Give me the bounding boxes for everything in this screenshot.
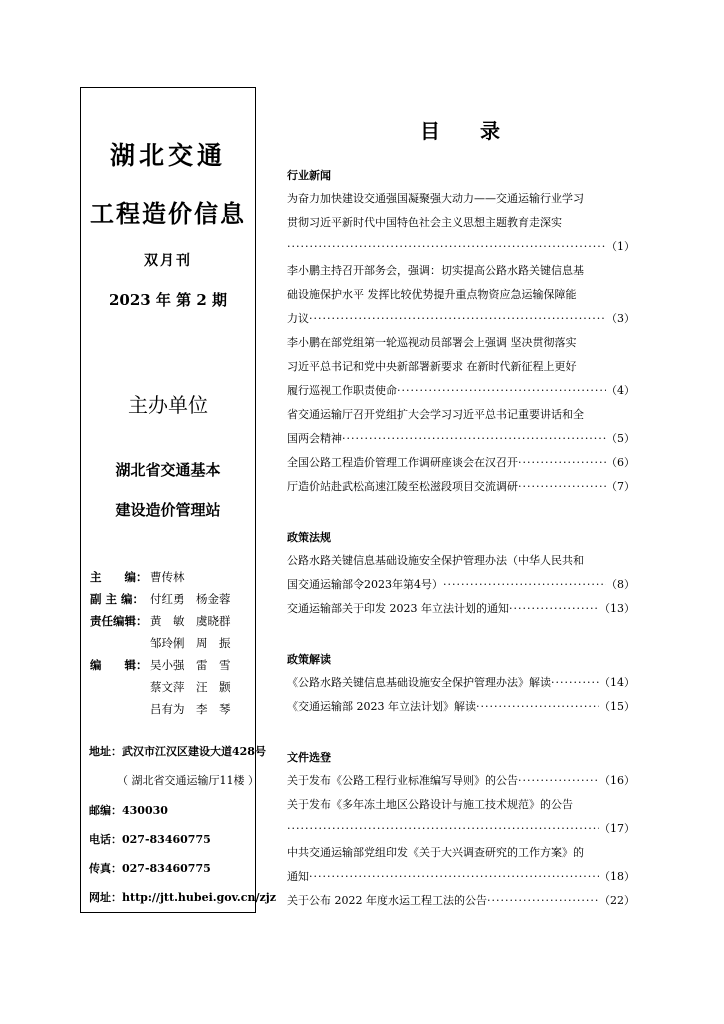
toc-section-heading: 政策法规 bbox=[287, 531, 331, 544]
staff-row bbox=[90, 588, 255, 610]
section-gap bbox=[287, 719, 635, 747]
toc-entry-line[interactable] bbox=[287, 187, 635, 211]
staff-row bbox=[90, 566, 255, 588]
toc-dot-leader bbox=[509, 597, 599, 621]
toc-dot-leader bbox=[342, 427, 606, 451]
toc-page-number: （16） bbox=[599, 774, 635, 787]
staff-label: 副 主 编： bbox=[90, 592, 145, 606]
contact-address: 地址：武汉市江汉区建设大道428号 bbox=[89, 745, 266, 758]
toc-entry-line[interactable] bbox=[287, 573, 635, 597]
staff-names: 吴小强 雷 雪 bbox=[150, 658, 231, 672]
magazine-title-line1: 湖北交通 bbox=[109, 141, 226, 170]
toc-page-number: （8） bbox=[606, 578, 635, 591]
toc-entry-line[interactable] bbox=[287, 235, 635, 259]
toc-entry-line[interactable] bbox=[287, 211, 635, 235]
toc-entry-text: 国两会精神 bbox=[287, 432, 342, 445]
staff-row bbox=[90, 632, 255, 654]
toc-entry-text: 履行巡视工作职责使命 bbox=[287, 384, 397, 397]
toc-entry-text: 省交通运输厅召开党组扩大会学习习近平总书记重要讲话和全 bbox=[287, 408, 584, 421]
toc-entry-line[interactable] bbox=[287, 841, 635, 865]
staff-names: 曹传林 bbox=[150, 570, 185, 584]
publication-frequency: 双月刊 bbox=[144, 253, 192, 269]
toc-section-heading: 政策解读 bbox=[287, 653, 331, 666]
staff-row bbox=[90, 676, 255, 698]
toc-dot-leader bbox=[287, 235, 606, 259]
host-title: 主办单位 bbox=[128, 393, 208, 417]
toc-entry-line[interactable] bbox=[287, 793, 635, 817]
contact-website[interactable]: 网址：http://jtt.hubei.gov.cn/zjz bbox=[89, 891, 276, 904]
toc-entry-text: 为奋力加快建设交通强国凝聚强大动力——交通运输行业学习 bbox=[287, 192, 584, 205]
toc-dot-leader bbox=[443, 573, 606, 597]
staff-label: 责任编辑： bbox=[90, 614, 148, 628]
toc-page-number: （4） bbox=[606, 384, 635, 397]
toc-entry-text: 李小鹏在部党组第一轮巡视动员部署会上强调 坚决贯彻落实 bbox=[287, 336, 577, 349]
toc-section-heading: 文件选登 bbox=[287, 751, 331, 764]
contact-address-detail: （ 湖北省交通运输厅11楼 ） bbox=[117, 774, 259, 787]
toc-entry-text: 《公路水路关键信息基础设施安全保护管理办法》解读 bbox=[287, 676, 551, 689]
toc-dot-leader bbox=[487, 889, 599, 913]
staff-label bbox=[90, 698, 150, 720]
toc-page-number: （14） bbox=[599, 676, 635, 689]
toc-entry-line[interactable] bbox=[287, 549, 635, 573]
toc-section-heading: 行业新闻 bbox=[287, 169, 331, 182]
toc-page-number: （3） bbox=[606, 312, 635, 325]
toc-entry-line[interactable] bbox=[287, 769, 635, 793]
toc-entry-line[interactable] bbox=[287, 427, 635, 451]
toc-entry-line[interactable] bbox=[287, 695, 635, 719]
staff-label bbox=[90, 676, 150, 698]
toc-entry-text: 国交通运输部令2023年第4号） bbox=[287, 578, 443, 591]
toc-entry-line[interactable] bbox=[287, 817, 635, 841]
toc-entry-line[interactable] bbox=[287, 671, 635, 695]
toc-entry-line[interactable] bbox=[287, 889, 635, 913]
issue-number: 2023 年 第 2 期 bbox=[108, 291, 228, 309]
magazine-title-line2: 工程造价信息 bbox=[90, 199, 246, 228]
toc-entry-text: 关于发布《公路工程行业标准编写导则》的公告 bbox=[287, 774, 518, 787]
toc-entry-line[interactable] bbox=[287, 403, 635, 427]
toc-entry-line[interactable] bbox=[287, 475, 635, 499]
toc-page-number: （7） bbox=[606, 480, 635, 493]
staff-names: 黄 敏 虞晓群 bbox=[150, 614, 231, 628]
toc-entry-line[interactable] bbox=[287, 283, 635, 307]
toc-entry-line[interactable] bbox=[287, 597, 635, 621]
editorial-staff bbox=[90, 566, 255, 720]
toc-dot-leader bbox=[309, 307, 606, 331]
staff-names: 吕有为 李 琴 bbox=[150, 702, 231, 716]
toc-dot-leader bbox=[518, 475, 606, 499]
staff-names: 付红勇 杨金蓉 bbox=[150, 592, 231, 606]
toc-entry-line[interactable] bbox=[287, 307, 635, 331]
toc-entry-line[interactable] bbox=[287, 355, 635, 379]
toc-dot-leader bbox=[476, 695, 599, 719]
staff-label bbox=[90, 632, 150, 654]
staff-label: 编 辑： bbox=[90, 658, 148, 672]
toc-page-number: （15） bbox=[599, 700, 635, 713]
toc-entry-text: 通知 bbox=[287, 870, 309, 883]
host-org-line1: 湖北省交通基本 bbox=[115, 461, 221, 479]
staff-row bbox=[90, 610, 255, 632]
staff-label: 主 编： bbox=[90, 570, 148, 584]
toc-entry-text: 础设施保护水平 发挥比较优势提升重点物资应急运输保障能 bbox=[287, 288, 577, 301]
toc-dot-leader bbox=[287, 817, 599, 841]
masthead-panel bbox=[80, 87, 276, 913]
toc-entry-text: 交通运输部关于印发 2023 年立法计划的通知 bbox=[287, 602, 509, 615]
toc-entry-text: 《交通运输部 2023 年立法计划》解读 bbox=[287, 700, 476, 713]
toc-entry-text: 中共交通运输部党组印发《关于大兴调查研究的工作方案》的 bbox=[287, 846, 584, 859]
staff-row bbox=[90, 698, 255, 720]
staff-names: 邹玲俐 周 振 bbox=[150, 636, 231, 650]
toc-entry-text: 力议 bbox=[287, 312, 309, 325]
contact-postcode: 邮编：430030 bbox=[89, 804, 168, 817]
toc-entry-text: 公路水路关键信息基础设施安全保护管理办法（中华人民共和 bbox=[287, 554, 584, 567]
contact-fax: 传真：027-83460775 bbox=[89, 862, 211, 875]
staff-names: 蔡文萍 汪 颢 bbox=[150, 680, 231, 694]
table-of-contents bbox=[287, 165, 635, 913]
toc-entry-text: 关于公布 2022 年度水运工程工法的公告 bbox=[287, 894, 487, 907]
toc-entry-line[interactable] bbox=[287, 331, 635, 355]
toc-entry-text: 全国公路工程造价管理工作调研座谈会在汉召开 bbox=[287, 456, 518, 469]
staff-row bbox=[90, 654, 255, 676]
toc-dot-leader bbox=[309, 865, 599, 889]
toc-page-number: （22） bbox=[599, 894, 635, 907]
contact-phone: 电话：027-83460775 bbox=[89, 833, 211, 846]
toc-page-number: （17） bbox=[599, 822, 635, 835]
toc-page-number: （18） bbox=[599, 870, 635, 883]
toc-entry-line[interactable] bbox=[287, 451, 635, 475]
toc-entry-text: 关于发布《多年冻土地区公路设计与施工技术规范》的公告 bbox=[287, 798, 573, 811]
toc-entry-line[interactable] bbox=[287, 379, 635, 403]
toc-entry-text: 李小鹏主持召开部务会，强调：切实提高公路水路关键信息基 bbox=[287, 264, 584, 277]
section-gap bbox=[287, 621, 635, 649]
toc-entry-line[interactable] bbox=[287, 259, 635, 283]
host-org-line2: 建设造价管理站 bbox=[115, 501, 221, 519]
toc-dot-leader bbox=[518, 451, 606, 475]
toc-entry-text: 习近平总书记和党中央新部署新要求 在新时代新征程上更好 bbox=[287, 360, 577, 373]
toc-entry-text: 厅造价站赴武松高速江陵至松滋段项目交流调研 bbox=[287, 480, 518, 493]
toc-dot-leader bbox=[551, 671, 599, 695]
toc-page-number: （1） bbox=[606, 240, 635, 253]
toc-entry-text: 贯彻习近平新时代中国特色社会主义思想主题教育走深实 bbox=[287, 216, 562, 229]
toc-dot-leader bbox=[397, 379, 606, 403]
toc-entry-line[interactable] bbox=[287, 865, 635, 889]
toc-page-number: （13） bbox=[599, 602, 635, 615]
toc-page-number: （5） bbox=[606, 432, 635, 445]
toc-page-number: （6） bbox=[606, 456, 635, 469]
toc-dot-leader bbox=[518, 769, 599, 793]
toc-title: 目录 bbox=[420, 119, 540, 143]
section-gap bbox=[287, 499, 635, 527]
